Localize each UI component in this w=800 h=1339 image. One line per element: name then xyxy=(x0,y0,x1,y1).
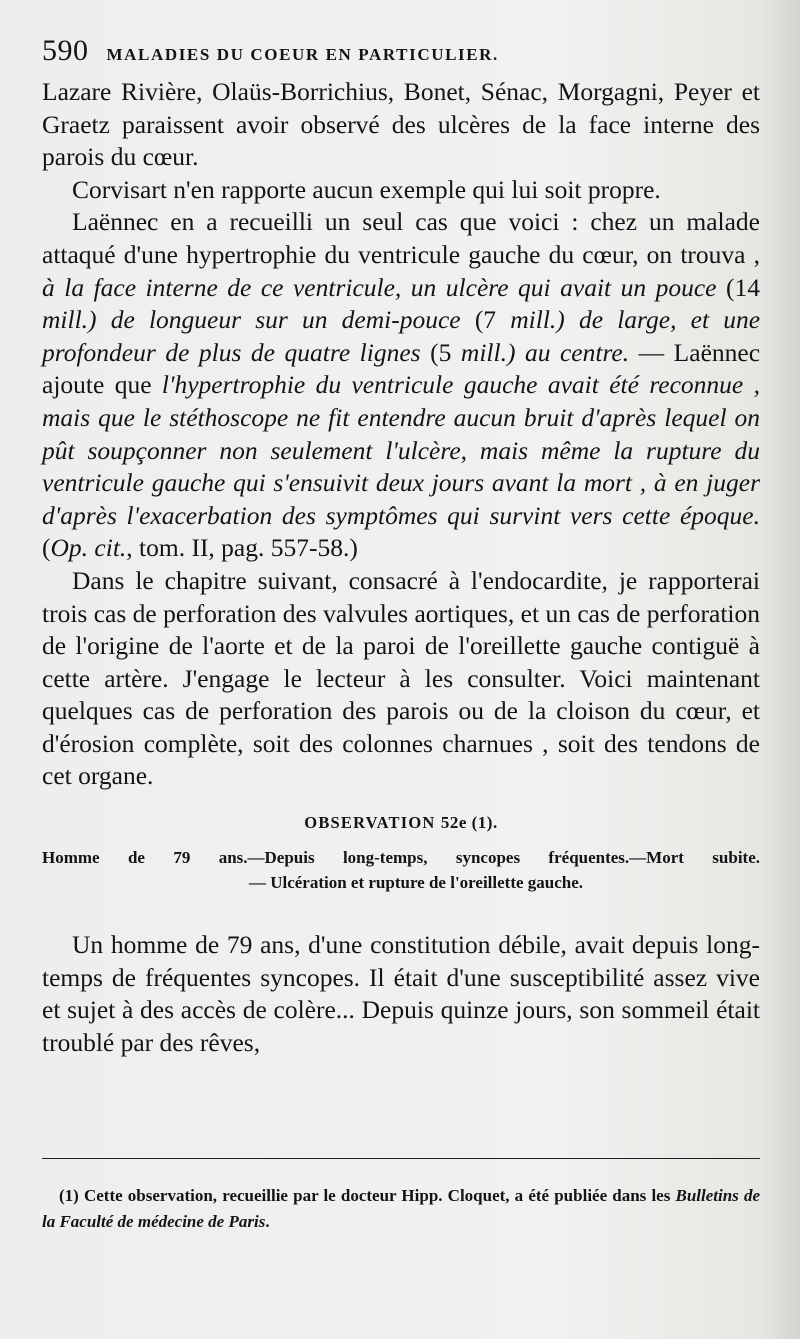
p3-italic-d: mill.) xyxy=(42,305,97,335)
observation-label: OBSERVATION xyxy=(304,813,436,833)
observation-heading xyxy=(42,813,760,833)
footnote-text-a: (1) Cette observation, recueillie par le docteur Hipp. Cloquet, a été publiée dans les xyxy=(59,1186,671,1205)
p3-text-m: ( xyxy=(42,533,51,563)
page-content xyxy=(42,36,760,1059)
paragraph-2: Corvisart n'en rapporte aucun exemple qui lui soit propre. xyxy=(72,174,661,204)
p3-text-f: (7 xyxy=(474,305,497,335)
section-spacer xyxy=(42,895,760,929)
p3-text-c: (14 xyxy=(726,272,760,302)
observation-summary-line-2: — Ulcération et rupture de l'oreillette gauche. xyxy=(248,873,584,893)
observation-summary-line-1: Homme de 79 ans.—Depuis long-temps, syncopes fréquentes.—Mort subite. xyxy=(42,848,760,868)
paragraph-1: Lazare Rivière, Olaüs-Borrichius, Bonet, Sénac, Morgagni, Peyer et Graetz paraissent avoir observé des ulcères de la face interne des parois du cœur. xyxy=(42,77,760,172)
running-head xyxy=(42,36,760,76)
p3-italic-j: mill.) au centre. xyxy=(460,337,630,367)
p3-text-o: , tom. II, pag. 557-58.) xyxy=(126,533,358,563)
p3-italic-b: à la face interne de ce ventricule, un ulcère qui avait un pouce xyxy=(42,272,717,302)
page-number: 590 xyxy=(42,34,89,67)
p3-text-i: (5 xyxy=(430,337,452,367)
paragraph-4: Dans le chapitre suivant, consacré à l'endocardite, je rapporterai trois cas de perforation des valvules aortiques, et un cas de perforation de l'origine de l'aorte et de la paroi de l'oreillette gauche contiguë à cette artère. J'engage le lecteur à les consulter. Voici maintenant quelques cas de perforation des parois ou de la cloison du cœur, et d'érosion complète, soit des colonnes charnues , soit des tendons de cet organe. xyxy=(42,565,760,791)
p3-italic-n: Op. cit. xyxy=(50,533,127,563)
p3-italic-l: l'hypertrophie du ventricule gauche avait été reconnue , mais que le stéthoscope ne fit entendre aucun bruit d'après lequel on pût soupçonner non seulement l'ulcère, mais même la rupture du ventricule gauche qui s'ensuivit deux jours avant la mort , à en juger d'après l'exacerbation des symptômes qui survint vers cette époque. xyxy=(42,370,761,530)
running-title: MALADIES DU COEUR EN PARTICULIER. xyxy=(106,45,499,64)
p3-text-a: Laënnec en a recueilli un seul cas que voici : chez un malade attaqué d'une hypertrophie du ventricule gauche du cœur, on trouva , xyxy=(42,207,760,269)
observation-number: 52e (1). xyxy=(440,813,498,833)
footnote xyxy=(42,1183,760,1235)
footnote-rule xyxy=(42,1158,760,1159)
footnote-text-c: . xyxy=(265,1212,270,1231)
p3-text-k: — Laënnec ajoute que xyxy=(42,337,761,400)
p3-italic-g: mill.) xyxy=(510,305,565,335)
facing-page-shadow xyxy=(760,0,800,1339)
p3-italic-h: de large, et une profondeur de plus de quatre lignes xyxy=(42,305,761,367)
paragraph-3 xyxy=(42,206,760,565)
footnote-italic-b: Bulletins de la Faculté de médecine de Paris xyxy=(42,1186,760,1231)
p3-italic-e: de longueur sur un demi-pouce xyxy=(110,305,461,335)
observation-body: Un homme de 79 ans, d'une constitution débile, avait depuis long-temps de fréquentes syncopes. Il était d'une susceptibilité assez vive et sujet à des accès de colère... Depuis quinze jours, son sommeil était troublé par des rêves, xyxy=(42,930,760,1057)
